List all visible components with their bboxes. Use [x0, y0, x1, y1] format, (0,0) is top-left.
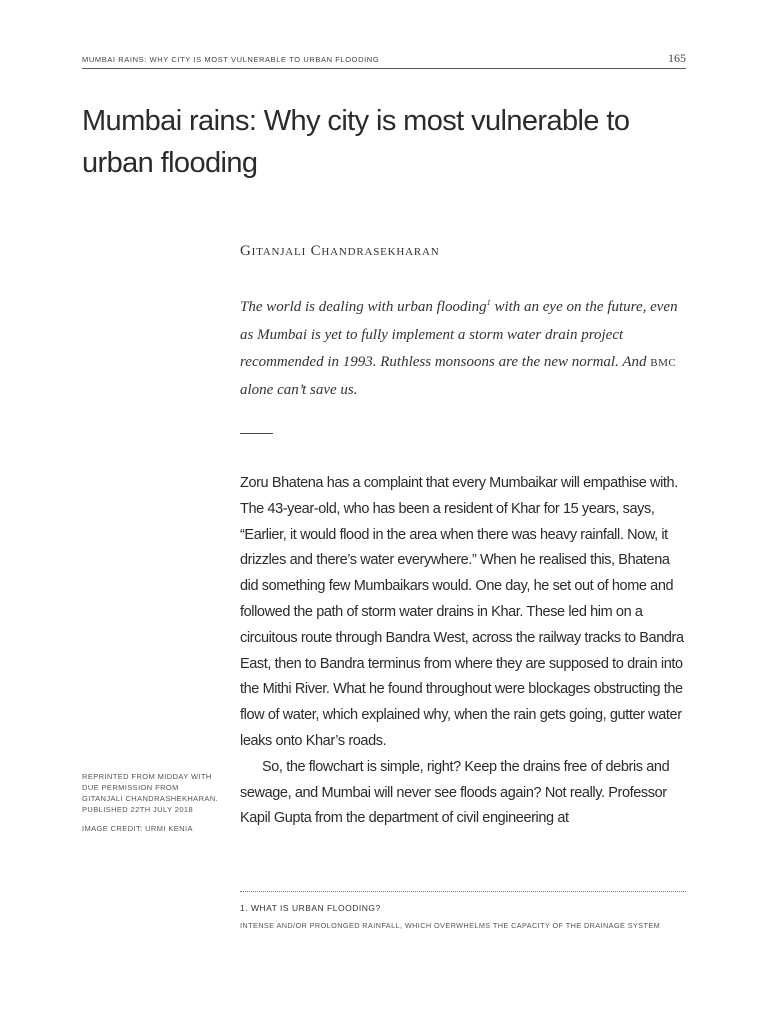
footnote-term: 1. WHAT IS URBAN FLOODING? [240, 903, 381, 913]
bmc-abbreviation: bmc [650, 354, 677, 370]
footnote-divider [240, 891, 686, 892]
article-body [240, 471, 690, 832]
standfirst-part-1: The world is dealing with urban flooding [240, 299, 487, 315]
running-title: MUMBAI RAINS: WHY CITY IS MOST VULNERABLE TO URBAN FLOODING [82, 55, 380, 64]
footnote-reference: 1 [486, 298, 491, 307]
author-byline: Gitanjali Chandrasekharan [240, 243, 440, 259]
article-title: Mumbai rains: Why city is most vulnerable to urban flooding [82, 105, 630, 179]
body-paragraph: Zoru Bhatena has a complaint that every Mumbaikar will empathise with. The 43-year-old, who has been a resident of Khar for 15 years, says, “Earlier, it would flood in the area when there was heavy rainfall. Now, it drizzles and there’s water everywhere.” When he realised this, Bhatena did something few Mumbaikars would. One day, he set out of home and followed the path of storm water drains in Khar. These led him on a circuitous route through Bandra West, across the railway tracks to Bandra East, then to Bandra terminus from where they are supposed to drain into the Mithi River. What he found throughout were blockages obstructing the flow of water, which explained why, when the rain gets going, gutter water leaks onto Khar’s roads. [240, 475, 684, 749]
standfirst [240, 289, 680, 404]
margin-note [82, 771, 222, 842]
reprint-credit: REPRINTED FROM MIDDAY WITH DUE PERMISSION FROM GITANJALI CHANDRASHEKHARAN. PUBLISHED 22TH JULY 2018 [82, 772, 219, 814]
image-credit: IMAGE CREDIT: URMI KENIA [82, 824, 193, 833]
section-divider [240, 433, 273, 434]
standfirst-part-2: with an eye on the future, even as Mumbai is yet to fully implement a storm water drain project recommended in 1993. Ruthless monsoons are the new normal. And [240, 299, 678, 370]
standfirst-part-3: alone can’t save us. [240, 381, 358, 398]
footnote-definition: INTENSE AND/OR PROLONGED RAINFALL, WHICH OVERWHELMS THE CAPACITY OF THE DRAINAGE SYSTEM [240, 921, 661, 930]
page-number: 165 [668, 51, 686, 65]
running-header [82, 50, 686, 69]
body-paragraph: So, the flowchart is simple, right? Keep the drains free of debris and sewage, and Mumbai will never see floods again? Not really. Professor Kapil Gupta from the department of civil engineering at [240, 758, 670, 827]
